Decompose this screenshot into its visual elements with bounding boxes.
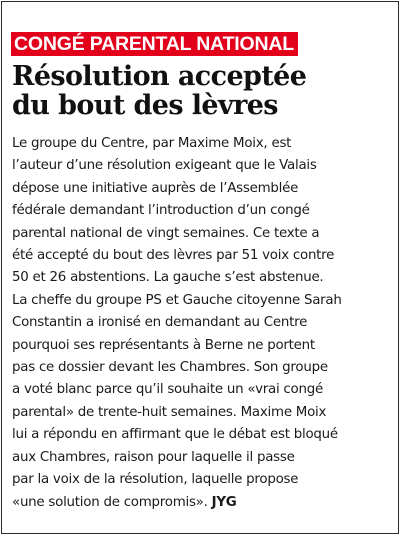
article-body [12, 133, 396, 514]
kicker-container [11, 32, 298, 56]
body-line: pourquoi ses représentants à Berne ne portent [12, 337, 315, 353]
body-line: aux Chambres, raison pour laquelle il passe [12, 449, 295, 465]
body-line: par la voix de la résolution, laquelle propose [12, 472, 299, 488]
headline [12, 62, 392, 120]
body-line: parental national de vingt semaines. Ce texte a [12, 225, 320, 241]
body-line: Constantin a ironisé en demandant au Centre [12, 315, 308, 331]
body-line: a voté blanc parce qu’il souhaite un «vrai congé [12, 382, 323, 398]
body-last-line [12, 492, 396, 514]
headline-line: du bout des lèvres [12, 90, 278, 121]
body-line: pas ce dossier devant les Chambres. Son groupe [12, 360, 328, 376]
body-line: «une solution de compromis». [12, 494, 208, 510]
body-line: fédérale demandant l’introduction d’un congé [12, 203, 310, 219]
body-line: parental» de trente-huit semaines. Maxime Moix [12, 404, 327, 420]
body-line: lui a répondu en affirmant que le débat est bloqué [12, 427, 338, 443]
kicker-label: CONGÉ PARENTAL NATIONAL [11, 32, 298, 56]
headline-line: Résolution acceptée [12, 61, 307, 92]
author-signature: JYG [211, 494, 237, 510]
body-line: La cheffe du groupe PS et Gauche citoyenne Sarah [12, 292, 342, 308]
article-frame [1, 1, 399, 534]
body-line: 50 et 26 abstentions. La gauche s’est abstenue. [12, 270, 324, 286]
body-line: dépose une initiative auprès de l’Assemblée [12, 180, 299, 196]
body-line: l’auteur d’une résolution exigeant que le Valais [12, 158, 317, 174]
body-line: Le groupe du Centre, par Maxime Moix, est [12, 136, 292, 151]
body-line: été accepté du bout des lèvres par 51 voix contre [12, 248, 335, 264]
